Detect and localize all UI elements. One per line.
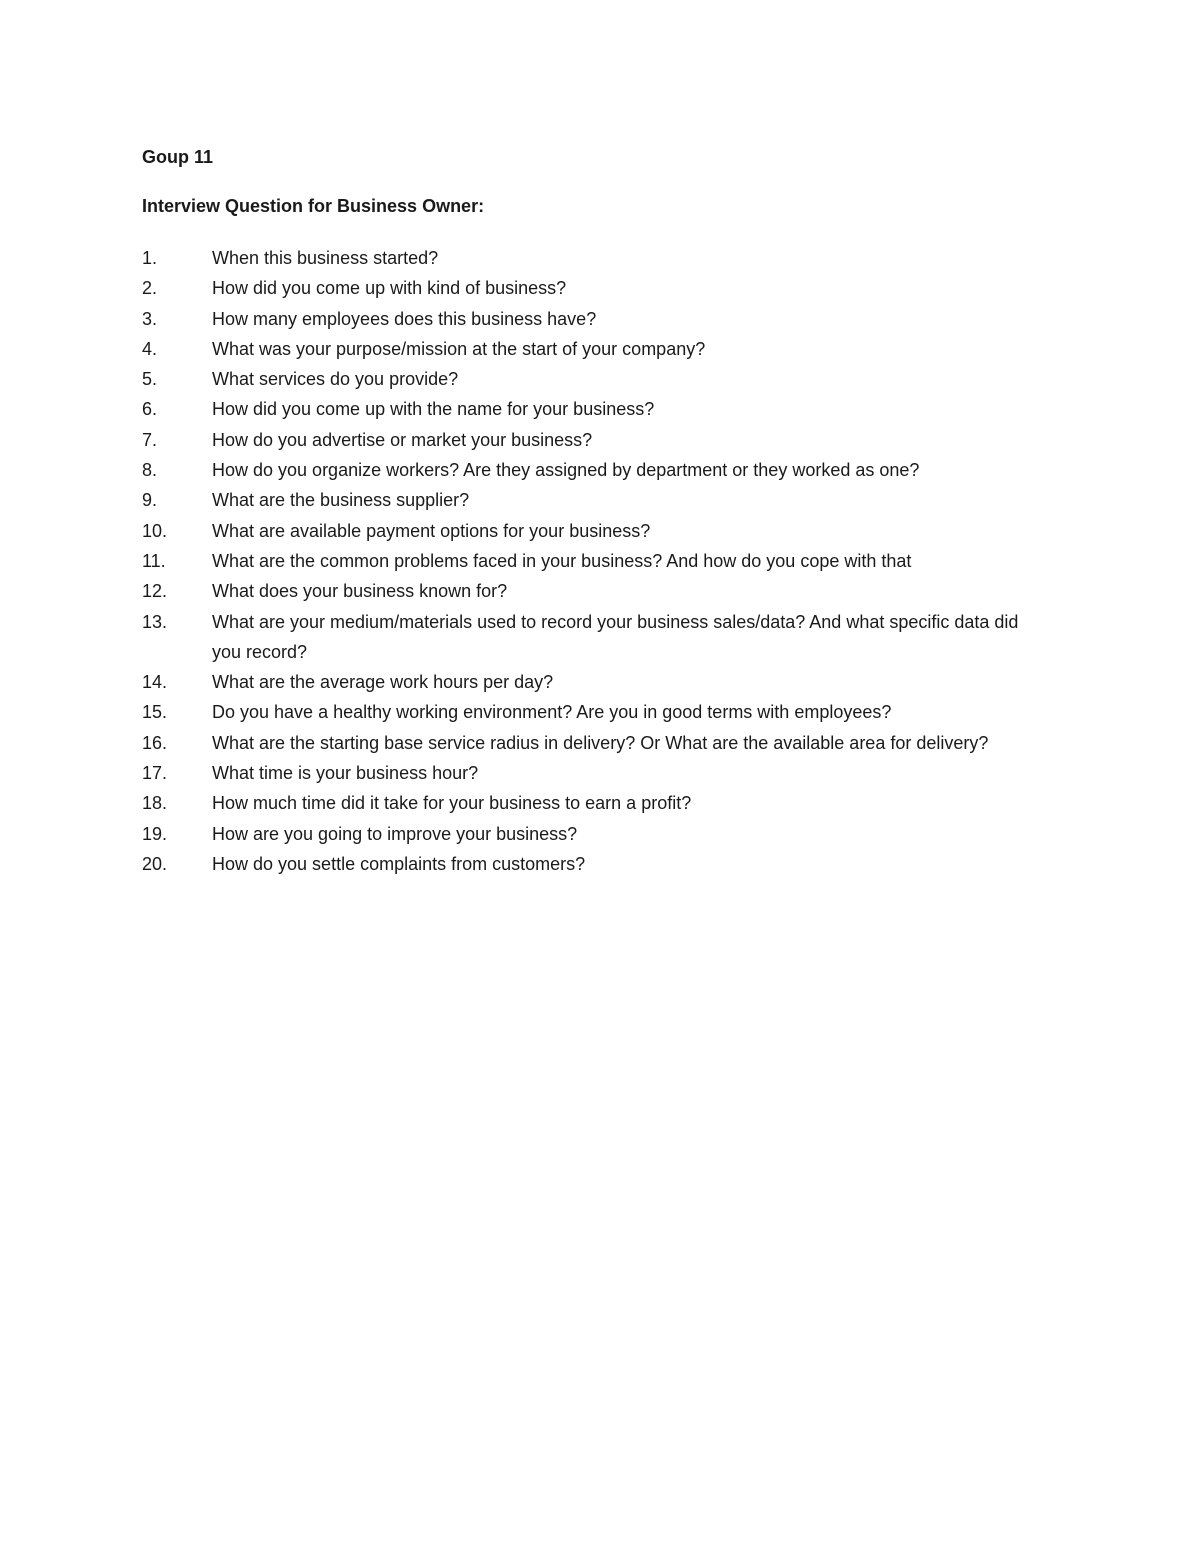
question-list xyxy=(142,243,1042,879)
question-text: How did you come up with the name for your business? xyxy=(212,399,655,420)
question-item xyxy=(142,819,1042,849)
question-item xyxy=(142,334,1042,364)
question-text: When this business started? xyxy=(212,248,439,268)
question-text: How do you settle complaints from customers? xyxy=(212,853,586,874)
question-text: Do you have a healthy working environment? Are you in good terms with employees? xyxy=(212,702,892,723)
question-number: 2. xyxy=(142,278,158,299)
question-number: 10. xyxy=(142,520,168,541)
question-text: What was your purpose/mission at the start of your company? xyxy=(212,338,706,359)
question-number: 4. xyxy=(142,338,158,359)
question-text: How many employees does this business have? xyxy=(212,308,597,329)
question-number: 3. xyxy=(142,308,158,329)
question-number: 5. xyxy=(142,369,158,390)
question-item xyxy=(142,273,1042,303)
question-text: How much time did it take for your business to earn a profit? xyxy=(212,793,692,814)
question-number: 18. xyxy=(142,793,168,814)
question-item xyxy=(142,304,1042,334)
question-item xyxy=(142,364,1042,394)
question-item xyxy=(142,697,1042,727)
question-item xyxy=(142,667,1042,697)
question-item xyxy=(142,758,1042,788)
question-text: What time is your business hour? xyxy=(212,763,479,784)
question-item xyxy=(142,455,1042,485)
question-text: What are available payment options for your business? xyxy=(212,520,651,541)
question-item xyxy=(142,516,1042,546)
question-item xyxy=(142,849,1042,879)
question-text: How do you organize workers? Are they assigned by department or they worked as one? xyxy=(212,460,920,481)
question-text: How did you come up with kind of business? xyxy=(212,278,567,299)
question-number: 16. xyxy=(142,732,168,753)
question-number: 19. xyxy=(142,823,168,844)
question-text: What are the business supplier? xyxy=(212,490,470,511)
question-number: 11. xyxy=(142,550,166,571)
question-number: 15. xyxy=(142,702,168,723)
question-text: What are the average work hours per day? xyxy=(212,672,554,693)
question-item xyxy=(142,788,1042,818)
question-item xyxy=(142,728,1042,758)
question-item xyxy=(142,576,1042,606)
question-number: 1. xyxy=(142,248,158,268)
question-text: How do you advertise or market your business? xyxy=(212,429,593,450)
question-item xyxy=(142,607,1042,668)
question-text: What does your business known for? xyxy=(212,581,508,602)
question-number: 13. xyxy=(142,611,168,632)
question-item xyxy=(142,394,1042,424)
group-title: Goup 11 xyxy=(142,147,214,167)
question-number: 6. xyxy=(142,399,158,420)
question-text: What are the common problems faced in your business? And how do you cope with that xyxy=(212,550,912,571)
question-item xyxy=(142,243,1042,273)
question-number: 20. xyxy=(142,853,168,874)
document-subtitle: Interview Question for Business Owner: xyxy=(142,196,485,216)
question-item xyxy=(142,425,1042,455)
question-item xyxy=(142,546,1042,576)
question-number: 17. xyxy=(142,763,168,784)
question-number: 14. xyxy=(142,672,168,693)
question-text: How are you going to improve your business? xyxy=(212,823,578,844)
question-item xyxy=(142,485,1042,515)
question-number: 7. xyxy=(142,429,158,450)
question-number: 9. xyxy=(142,490,158,511)
question-text: What are your medium/materials used to record your business sales/data? And what specific data did you record? xyxy=(212,611,1019,662)
question-number: 8. xyxy=(142,460,158,481)
question-text: What services do you provide? xyxy=(212,369,459,390)
question-number: 12. xyxy=(142,581,168,602)
question-text: What are the starting base service radius in delivery? Or What are the available area for delivery? xyxy=(212,732,989,753)
